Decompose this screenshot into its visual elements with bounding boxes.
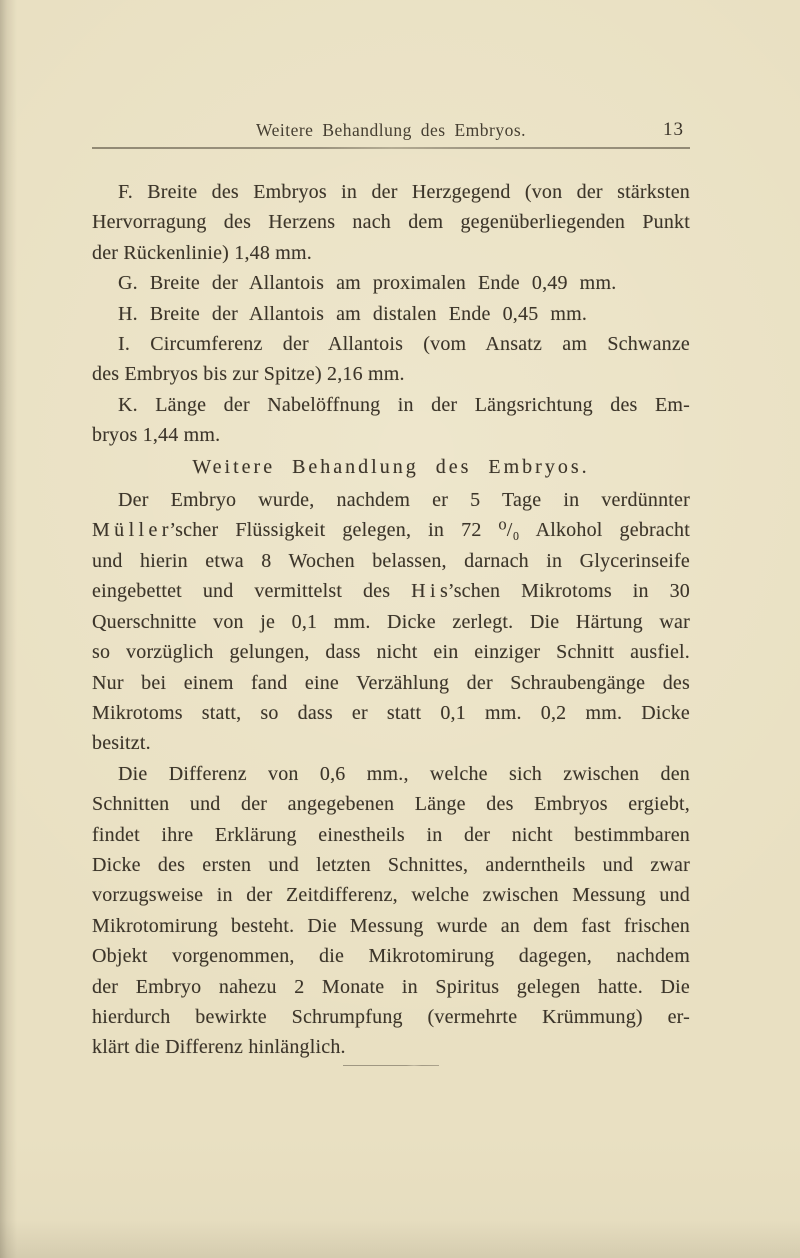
text-line: Mikrotomirung besteht. Die Messung wurde an dem fast frischen: [92, 914, 690, 937]
text-line: klärt die Differenz hinlänglich.: [92, 1036, 346, 1059]
text-line: bryos 1,44 mm.: [92, 424, 221, 447]
text-line: G. Breite der Allantois am proximalen Ende 0,49 mm.: [118, 272, 617, 295]
text-line: der Embryo nahezu 2 Monate in Spiritus gelegen hatte. Die: [92, 975, 690, 998]
text-line: Schnitten und der angegebenen Länge des Embryos ergiebt,: [92, 793, 690, 816]
text-line: Die Differenz von 0,6 mm., welche sich zwischen den: [118, 762, 690, 785]
measurement-paragraph-k: [92, 390, 690, 451]
body-paragraph-2: [92, 759, 690, 1063]
text-line: so vorzüglich gelungen, dass nicht ein einziger Schnitt ausfiel.: [92, 641, 690, 664]
text-line: der Rückenlinie) 1,48 mm.: [92, 241, 312, 264]
text-line: Querschnitte von je 0,1 mm. Dicke zerlegt. Die Härtung war: [92, 610, 690, 633]
text-line: F. Breite des Embryos in der Herzgegend (von der stärksten: [118, 181, 690, 203]
running-head: Weitere Behandlung des Embryos.: [255, 120, 527, 140]
text-line: vorzugsweise in der Zeitdifferenz, welche zwischen Messung und: [92, 884, 690, 907]
section-heading: Weitere Behandlung des Embryos.: [192, 455, 590, 478]
text-line: des Embryos bis zur Spitze) 2,16 mm.: [92, 363, 405, 386]
measurement-paragraph-f: [92, 177, 690, 268]
text-line: und hierin etwa 8 Wochen belassen, darnach in Glycerinseife: [92, 549, 690, 572]
measurement-paragraph-h: [92, 299, 690, 329]
measurement-paragraph-i: [92, 329, 690, 390]
text-line: Hervorragung des Herzens nach dem gegenüberliegenden Punkt: [92, 211, 690, 234]
text-line: eingebettet und vermittelst des H i s’schen Mikrotoms in 30: [92, 580, 690, 603]
text-line: besitzt.: [92, 732, 151, 755]
page-body: [92, 177, 690, 1066]
header-rule: [92, 147, 690, 149]
text-line: Objekt vorgenommen, die Mikrotomirung dagegen, nachdem: [92, 945, 690, 968]
page-gutter-shadow: [0, 0, 18, 1258]
text-line: M ü l l e r’scher Flüssigkeit gelegen, in 72 ⁰/₀ Alkohol gebracht: [92, 519, 690, 542]
text-line: K. Länge der Nabelöffnung in der Längsrichtung des Em-: [118, 393, 690, 416]
end-divider: [343, 1065, 439, 1067]
text-line: H. Breite der Allantois am distalen Ende 0,45 mm.: [118, 302, 588, 325]
page-header: [92, 118, 690, 142]
text-line: Nur bei einem fand eine Verzählung der Schraubengänge des: [92, 671, 690, 694]
body-paragraph-1: [92, 485, 690, 759]
text-line: Der Embryo wurde, nachdem er 5 Tage in verdünnter: [118, 489, 690, 512]
page-number: 13: [663, 119, 684, 140]
text-line: Mikrotoms statt, so dass er statt 0,1 mm. 0,2 mm. Dicke: [92, 701, 690, 724]
text-line: hierdurch bewirkte Schrumpfung (vermehrte Krümmung) er-: [92, 1005, 690, 1028]
text-line: Dicke des ersten und letzten Schnittes, anderntheils und zwar: [92, 853, 690, 876]
measurement-paragraph-g: [92, 268, 690, 298]
text-line: findet ihre Erklärung einestheils in der nicht bestimmbaren: [92, 823, 690, 846]
text-line: I. Circumferenz der Allantois (vom Ansatz am Schwanze: [118, 333, 690, 356]
